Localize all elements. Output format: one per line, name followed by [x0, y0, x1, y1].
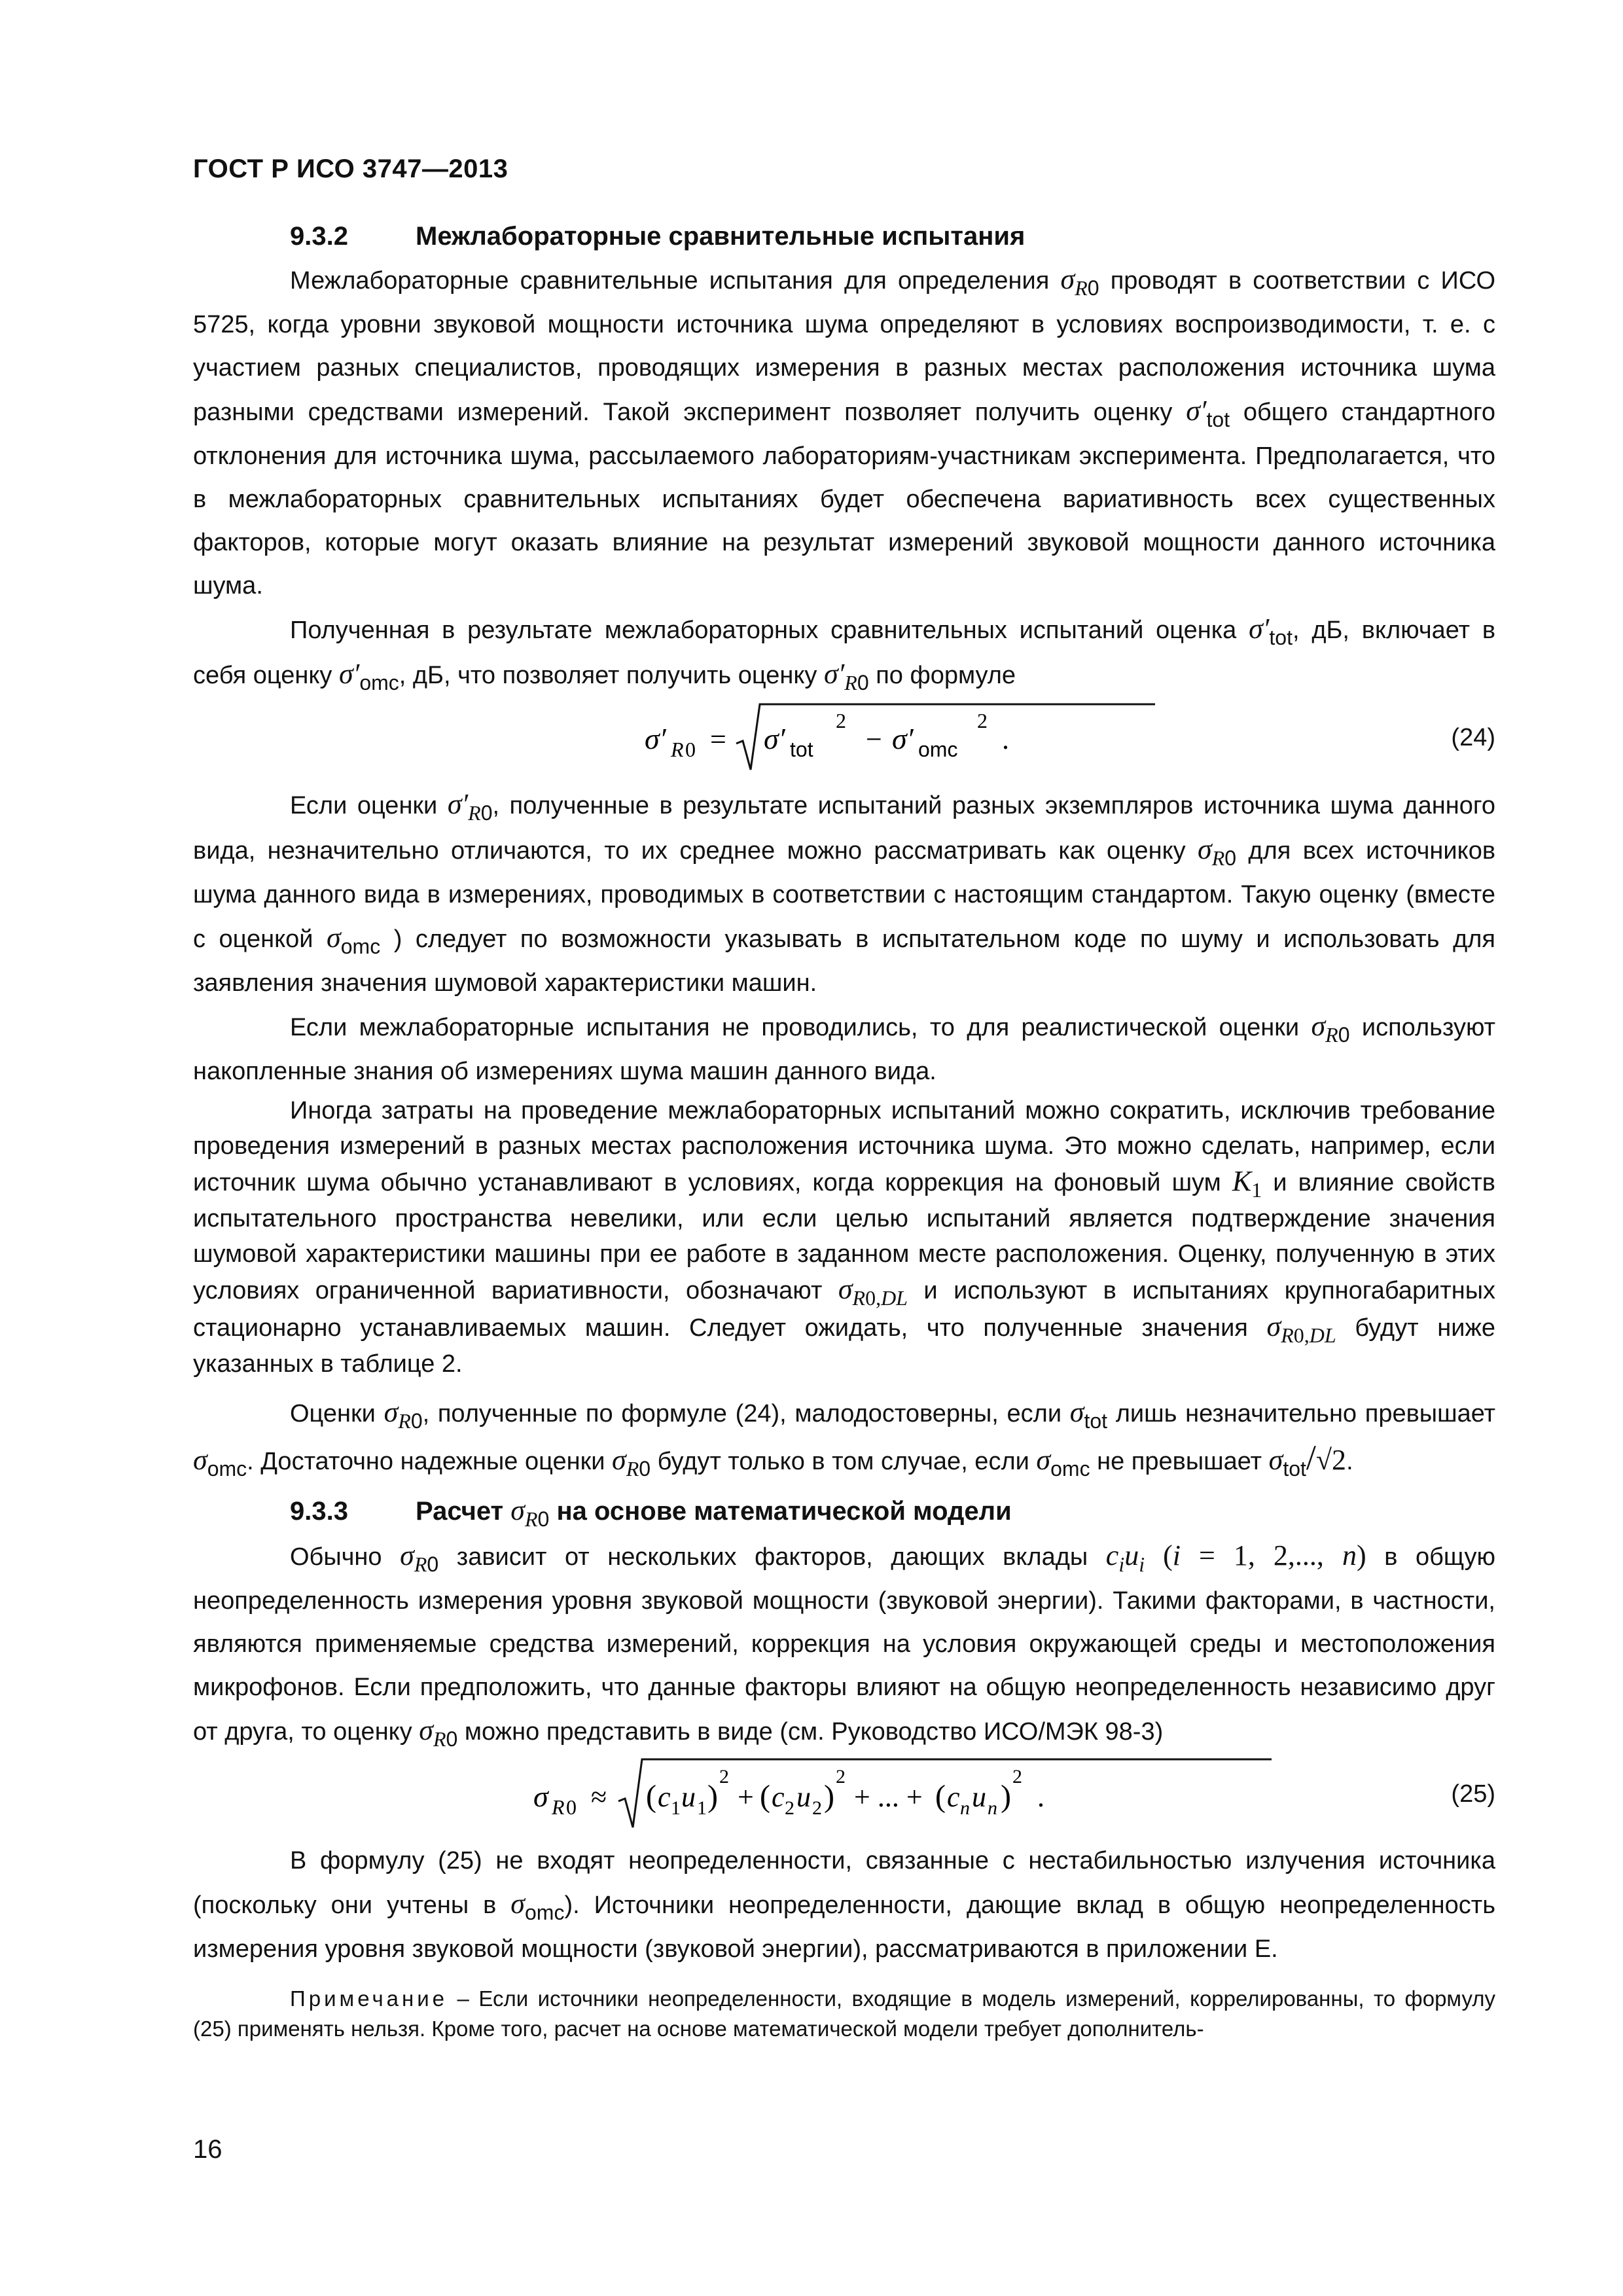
note-label: Примечание	[290, 1986, 448, 2011]
svg-text:2: 2	[977, 709, 988, 732]
text-run: будут ниже указанных в таблице 2.	[193, 1314, 1496, 1378]
text-run: , полученные в результате испытаний разных экземпляров источника шума данного вида, незначительно отличаются, то их среднее можно рассматривать как оценку	[193, 792, 1495, 865]
svg-text:≈: ≈	[591, 1781, 607, 1813]
svg-text:σ: σ	[533, 1780, 548, 1813]
svg-text:σ′: σ′	[645, 722, 666, 755]
math-sigma-r0: $\sigma_{R0}$	[383, 1396, 423, 1433]
svg-text:R: R	[671, 738, 684, 761]
svg-text:1: 1	[671, 1797, 681, 1819]
text-run: ). Источники неопределенности, дающие вклад в общую неопределенность измерения уровня звуковой мощности (звуковой энергии), рассматриваются в приложении Е.	[193, 1892, 1495, 1963]
svg-text:u: u	[796, 1781, 811, 1813]
math-sigma-omc: $\sigma_{omc}$	[193, 1444, 247, 1480]
math-sigma-r0: $\sigma_{R0}$	[1311, 1010, 1350, 1047]
paragraph	[193, 1534, 1495, 1754]
section-title: Межлабораторные сравнительные испытания	[416, 222, 1026, 251]
note-text: – Если источники неопределенности, входящие в модель измерений, коррелированны, то формулу (25) применять нельзя. Кроме того, расчет на основе математической модели требует дополнитель-	[193, 1986, 1496, 2041]
text-run: и используют в испытаниях крупногабаритных стационарно устанавливаемых машин. Следует ожидать, что полученные значения	[193, 1277, 1496, 1342]
svg-text:0: 0	[566, 1795, 577, 1819]
paragraph	[193, 1005, 1495, 1093]
text-run: Полученная в результате межлабораторных сравнительных испытаний оценка	[290, 617, 1237, 644]
math-sigma-r0: $\sigma_{R0}$	[400, 1539, 439, 1576]
svg-text:c: c	[772, 1781, 785, 1813]
formula-25	[193, 1754, 1495, 1839]
svg-text:(: (	[760, 1779, 770, 1814]
svg-text:tot: tot	[790, 738, 813, 761]
math-sigma-omc: $\sigma_{omc}$	[510, 1888, 565, 1924]
svg-text:2: 2	[812, 1797, 822, 1819]
math-sigma-tot: $\sigma_{tot}$	[1069, 1396, 1108, 1433]
svg-text:u: u	[681, 1781, 696, 1813]
text-run: Межлабораторные сравнительные испытания для определения	[290, 267, 1050, 295]
text-run: лишь незначительно превышает	[1115, 1400, 1495, 1427]
svg-text:+ ... +: + ... +	[854, 1781, 923, 1813]
section-title: на основе математической модели	[556, 1497, 1012, 1526]
text-run: , дБ, включает в себя оценку	[193, 617, 1496, 689]
svg-text:=: =	[710, 723, 726, 755]
section-title: Расчет	[416, 1497, 504, 1526]
formula-number: (24)	[1451, 724, 1495, 751]
svg-text:R: R	[552, 1795, 565, 1819]
text-run: используют накопленные знания об измерениях шума машин данного вида.	[193, 1014, 1496, 1085]
paragraph	[193, 1839, 1495, 1971]
text-run: для всех источников шума данного вида в измерениях, проводимых в соответствии с настоящим стандартом. Такую оценку (вместе с оценкой	[193, 837, 1496, 953]
svg-text:0: 0	[685, 738, 696, 761]
text-run: Если оценки	[290, 792, 438, 819]
text-run: , полученные по формуле (24), малодостоверны, если	[422, 1400, 1062, 1427]
paragraph	[193, 783, 1495, 1005]
math-sigma-tot-prime: $\sigma'_{tot}$	[1249, 613, 1293, 649]
paragraph	[193, 607, 1495, 698]
text-run: . Достаточно надежные оценки	[247, 1448, 605, 1475]
section-number: 9.3.3	[290, 1497, 348, 1526]
svg-text:): )	[1001, 1779, 1011, 1814]
svg-text:c: c	[658, 1781, 671, 1813]
text-run: В формулу (25) не входят неопределенности, связанные с нестабильностью излучения источника (поскольку они учтены в	[193, 1847, 1495, 1919]
section-heading-933	[193, 1489, 1495, 1534]
paragraph	[193, 1391, 1495, 1484]
svg-text:): )	[824, 1779, 834, 1814]
paragraph	[193, 1093, 1495, 1382]
math-ci-ui: $c_iu_i$ (i = 1, 2,..., n)	[1105, 1539, 1366, 1576]
text-run: будут только в том случае, если	[657, 1448, 1029, 1475]
text-run: и влияние свойств испытательного пространства невелики, или если целью испытаний является подтверждение значения шумовой характеристики машины при ее работе в заданном месте расположения. Оценку, полученную в этих условиях ограниченной вариативности, обозначают	[193, 1169, 1495, 1304]
text-run: в общую неопределенность измерения уровня звуковой мощности (звуковой энергии). Такими факторами, в частности, являются применяемые средства измерений, коррекция на условия окружающей среды и местоположения микрофонов. Если предположить, что данные факторы влияют на общую неопределенность независимо друг от друга, то оценку	[193, 1543, 1496, 1746]
text-run: Обычно	[290, 1543, 382, 1571]
math-sigma-omc-prime: $\sigma'_{omc}$	[338, 658, 399, 694]
svg-text:(: (	[646, 1779, 656, 1814]
text-run: зависит от нескольких факторов, дающих вклады	[456, 1543, 1088, 1571]
section-heading-932	[193, 215, 1495, 258]
math-sigma-omc: $\sigma_{omc}$	[1036, 1444, 1090, 1480]
text-run: Иногда затраты на проведение межлабораторных испытаний можно сократить, исключив требование проведения измерений в разных местах расположения источника шума. Это можно сделать, например, если источник шума обычно устанавливают в условиях, когда коррекция на фоновый шум	[193, 1097, 1495, 1196]
math-sigma-tot-prime: $\sigma'_{tot}$	[1186, 395, 1230, 431]
svg-text:(: (	[935, 1779, 946, 1814]
math-sigma-r0: $\sigma_{R0}$	[419, 1714, 458, 1751]
svg-text:σ′: σ′	[764, 722, 785, 755]
page-number: 16	[193, 2135, 223, 2164]
section-number: 9.3.2	[290, 222, 348, 251]
svg-text:.: .	[1002, 723, 1009, 755]
math-sigma-r0-dl: $\sigma_{R0,DL}$	[838, 1273, 908, 1310]
svg-text:2: 2	[719, 1766, 729, 1787]
math-sigma-r0-dl: $\sigma_{R0,DL}$	[1266, 1310, 1336, 1347]
math-sigma-r0: $\sigma_{R0}$	[612, 1444, 651, 1480]
page-body	[193, 209, 1495, 2044]
svg-text:u: u	[972, 1781, 986, 1813]
svg-text:n: n	[960, 1797, 970, 1819]
math-sigma-r0-prime: $\sigma'_{R0}$	[447, 788, 493, 825]
formula-24	[193, 698, 1495, 783]
svg-text:−: −	[866, 723, 882, 755]
math-sigma-r0: $\sigma_{R0}$	[1060, 263, 1099, 300]
svg-text:2: 2	[1012, 1766, 1022, 1787]
svg-text:2: 2	[836, 709, 846, 732]
svg-text:n: n	[988, 1797, 997, 1819]
math-sigma-tot-over-sqrt2: $\sigma_{tot}/√2$	[1268, 1438, 1347, 1480]
text-run: , дБ, что позволяет получить оценку	[399, 662, 817, 689]
text-run: Если межлабораторные испытания не проводились, то для реалистической оценки	[290, 1014, 1300, 1041]
math-sigma-omc: $\sigma_{omc}$	[327, 922, 381, 958]
svg-text:2: 2	[836, 1766, 846, 1787]
svg-text:c: c	[947, 1781, 960, 1813]
svg-text:σ′: σ′	[892, 722, 914, 755]
svg-text:): )	[707, 1779, 718, 1814]
text-run: .	[1346, 1448, 1353, 1475]
formula-number: (25)	[1451, 1780, 1495, 1808]
text-run: общего стандартного отклонения для источника шума, рассылаемого лабораториям-участникам эксперимента. Предполагается, что в межлабораторных сравнительных испытаниях будет обеспечена вариативность всех существенных факторов, которые могут оказать влияние на результат измерений звуковой мощности данного источника шума.	[193, 399, 1495, 600]
math-k1: $K_1$	[1232, 1165, 1262, 1202]
formula-24-graphic	[645, 698, 1234, 783]
text-run: Оценки	[290, 1400, 376, 1427]
math-sigma-r0-prime: $\sigma'_{R0}$	[823, 658, 869, 694]
text-run: не превышает	[1097, 1448, 1262, 1475]
text-run: по формуле	[876, 662, 1016, 689]
text-run: ) следует по возможности указывать в испытательном коде по шуму и использовать для заявления значения шумовой характеристики машин.	[193, 925, 1495, 997]
svg-text:omc: omc	[918, 738, 958, 761]
math-sigma-r0: $\sigma_{R0}$	[510, 1494, 550, 1531]
note	[193, 1984, 1495, 2044]
svg-text:2: 2	[785, 1797, 794, 1819]
math-sigma-r0: $\sigma_{R0}$	[1198, 833, 1237, 870]
svg-text:1: 1	[697, 1797, 707, 1819]
svg-text:.: .	[1037, 1781, 1044, 1813]
formula-25-graphic	[533, 1754, 1188, 1839]
text-run: можно представить в виде (см. Руководство ИСО/МЭК 98-3)	[464, 1718, 1164, 1746]
document-header: ГОСТ Р ИСО 3747—2013	[193, 154, 508, 183]
paragraph	[193, 258, 1495, 607]
svg-text:+: +	[738, 1781, 754, 1813]
text-run: проводят в соответствии с ИСО 5725, когда уровни звуковой мощности источника шума определяют в условиях воспроизводимости, т. е. с участием разных специалистов, проводящих измерения в разных местах расположения источника шума разными средствами измерений. Такой эксперимент позволяет получить оценку	[193, 267, 1496, 426]
